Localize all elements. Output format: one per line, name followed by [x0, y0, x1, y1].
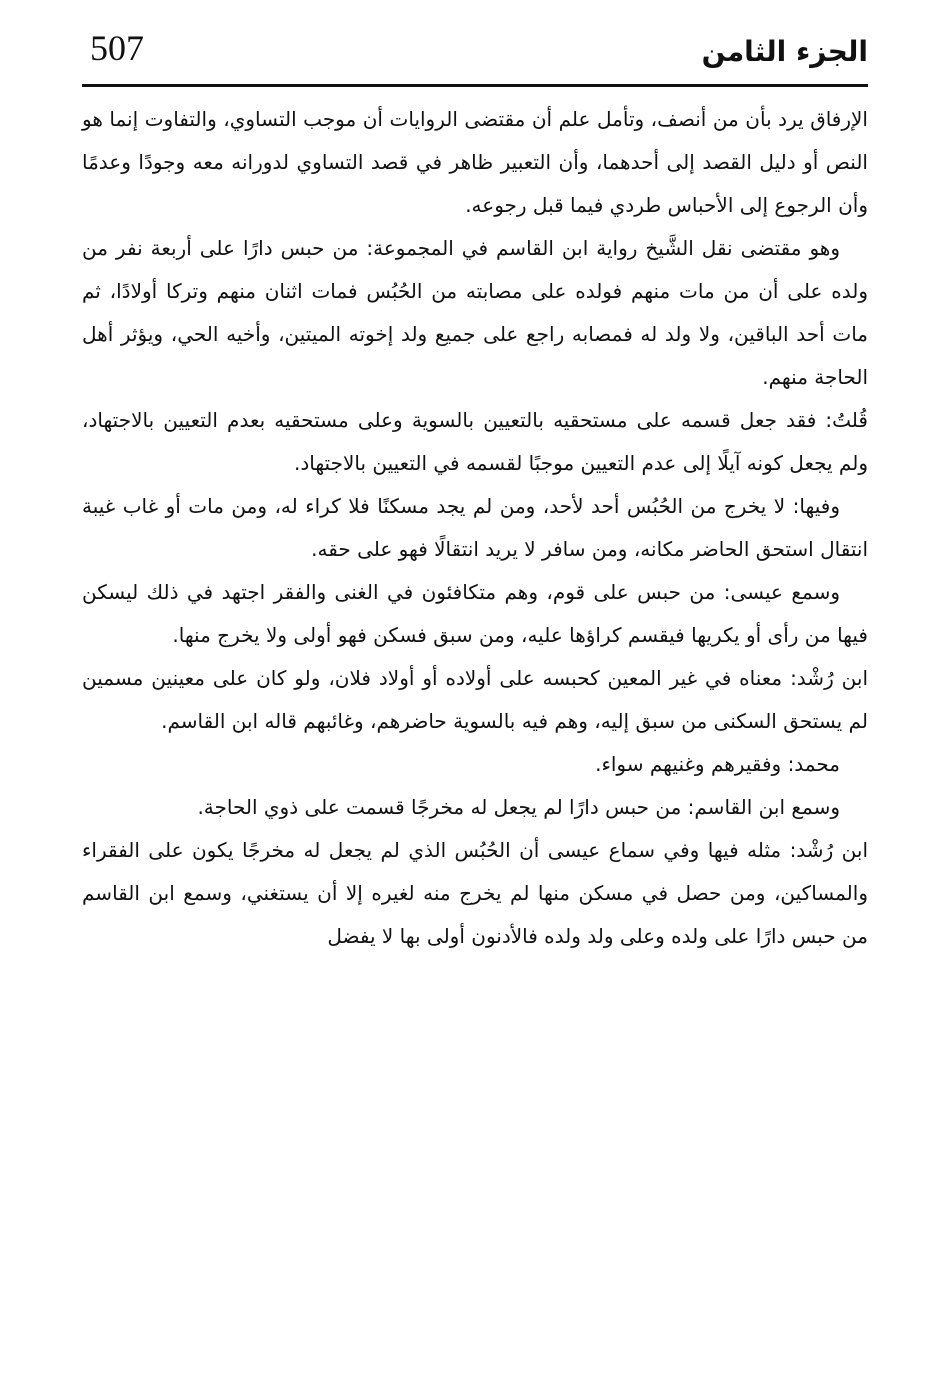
paragraph-sami-isa: وسمع عيسى: من حبس على قوم، وهم متكافئون في الغنى والفقر اجتهد في ذلك ليسكن فيها من رأى أو يكريها فيقسم كراؤها عليه، ومن سبق فسكن فهو أولى ولا يخرج منها. [82, 580, 868, 647]
paragraph-shaykh-report: وهو مقتضى نقل الشَّيخ رواية ابن القاسم في المجموعة: من حبس دارًا على أربعة نفر من ولده على أن من مات منهم فولده على مصابته من الحُبُس فمات اثنان منهم وتركا أولادًا، ثم مات أحد الباقين، ولا ولد له فمصابه راجع على جميع ولد إخوته الميتين، وأخيه الحي، ويؤثر أهل الحاجة منهم. [82, 236, 868, 389]
paragraph-sami-ibn-qasim: وسمع ابن القاسم: من حبس دارًا لم يجعل له مخرجًا قسمت على ذوي الحاجة. [197, 795, 840, 819]
paragraph-ibn-rushd-2: ابن رُشْد: مثله فيها وفي سماع عيسى أن الحُبُس الذي لم يجعل له مخرجًا يكون على الفقراء والمساكين، ومن حصل في مسكن منها لم يخرج منه لغيره إلا أن يستغني، وسمع ابن القاسم من حبس دارًا على ولده وعلى ولد ولده فالأدنون أولى بها لا يفضل [82, 838, 868, 948]
paragraph-continuation: الإرفاق يرد بأن من أنصف، وتأمل علم أن مقتضى الروايات أن موجب التساوي، والتفاوت إنما هو النص أو دليل القصد إلى أحدهما، وأن التعبير ظاهر في قصد التساوي لدورانه معه وجودًا وعدمًا وأن الرجوع إلى الأحباس طردي فيما قبل رجوعه. [82, 107, 868, 217]
paragraph-muhammad: محمد: وفقيرهم وغنيهم سواء. [595, 752, 840, 776]
header-divider [82, 84, 868, 87]
paragraph-qultu: قُلتُ: فقد جعل قسمه على مستحقيه بالتعيين بالسوية وعلى مستحقيه بعدم التعيين بالاجتهاد، ولم يجعل كونه آيلًا إلى عدم التعيين موجبًا لقسمه في التعيين بالاجتهاد. [82, 408, 868, 475]
running-title: الجزء الثامن [701, 35, 868, 68]
body-text [82, 98, 868, 958]
page-number: 507 [90, 28, 144, 68]
paragraph-ibn-rushd-1: ابن رُشْد: معناه في غير المعين كحبسه على أولاده أو أولاد فلان، ولو كان على معينين مسمين لم يستحق السكنى من سبق إليه، وهم فيه بالسوية حاضرهم، وغائبهم قاله ابن القاسم. [82, 666, 868, 733]
paragraph-fiha: وفيها: لا يخرج من الحُبُس أحد لأحد، ومن لم يجد مسكنًا فلا كراء له، ومن مات أو غاب غيبة انتقال استحق الحاضر مكانه، ومن سافر لا يريد انتقالًا فهو على حقه. [82, 494, 868, 561]
page-header [82, 22, 868, 82]
